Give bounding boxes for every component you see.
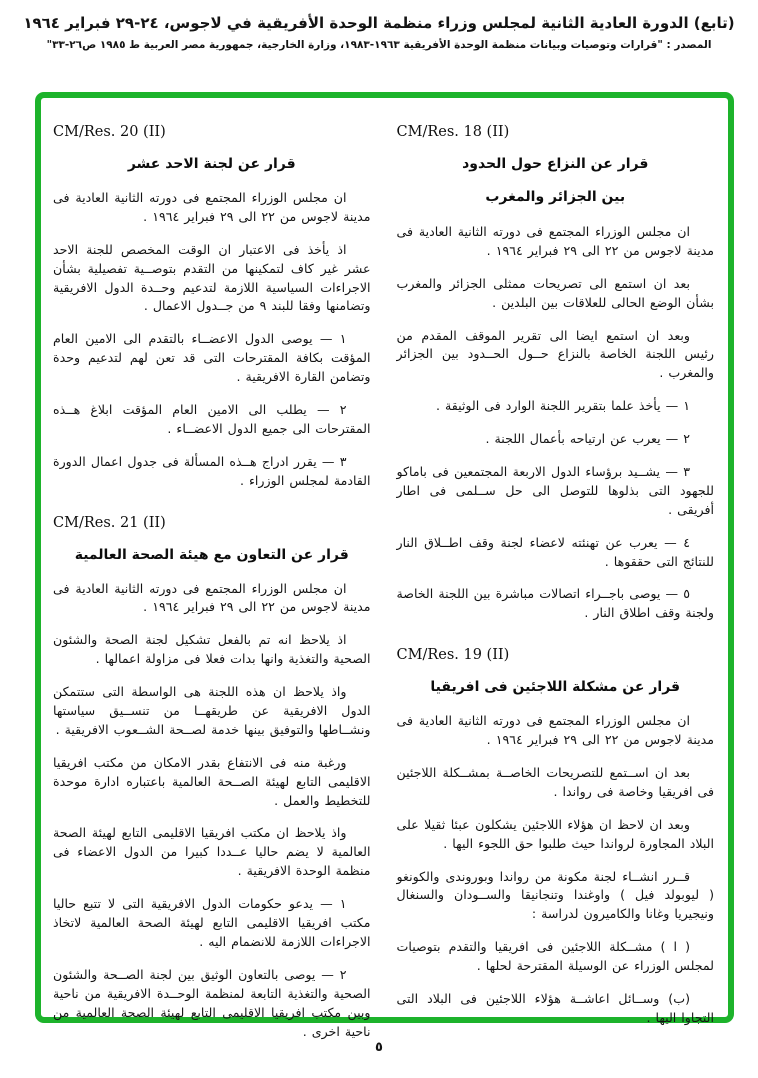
paragraph: اذ يأخذ فى الاعتبار ان الوقت المخصص للجنة الاحد عشر غير كاف لتمكينها من التقدم بتوصــية تفصيلية بشأن الاجراءات السياسية اللازمة لتدعيم وحــدة الدول الافريقية وتضامنها وفقا للبند ٩ من جــدول الاعمال . bbox=[53, 241, 371, 314]
resolution-title: قرار عن التعاون مع هيئة الصحة العالمية bbox=[74, 546, 349, 563]
paragraph: بعد ان اســتمع للتصريحات الخاصــة بمشــكلة اللاجئين فى افريقيا وخاصة فى رواندا . bbox=[396, 765, 714, 799]
resolution-cm-res-18 bbox=[397, 124, 715, 623]
paragraph: ١ — يدعو حكومات الدول الافريقية التى لا تتبع حاليا مكتب افريقيا الاقليمى التابع لهيئة الصحة العالمية لاتخاذ الاجراءات اللازمة للانضمام اليه . bbox=[53, 896, 371, 949]
paragraph: وبعد ان استمع ايضا الى تقرير الموقف المقدم من رئيس اللجنة الخاصة بالنزاع حــول الحــدود بين الجزائر والمغرب . bbox=[396, 327, 714, 381]
paragraph: واذ يلاحظ ان هذه اللجنة هى الواسطة التى ستتمكن الدول الافريقية عن طريقهــا من تنســيق سياستها ونشــاطها والتوفيق بينها خدمة لصــحة الشــعوب الافريقية . bbox=[53, 684, 371, 737]
paragraph: ورغبة منه فى الانتفاع بقدر الامكان من مكتب افريقيا الاقليمى التابع لهيئة الصــحة العالمية باعتباره ادارة موحدة للتخطيط والعمل . bbox=[53, 754, 371, 808]
paragraph: ان مجلس الوزراء المجتمع فى دورته الثانية العادية فى مدينة لاجوس من ٢٢ الى ٢٩ فبراير ١٩٦٤ . bbox=[396, 224, 714, 258]
paragraph: ٢ — يعرب عن ارتياحه بأعمال اللجنة . bbox=[485, 431, 690, 447]
resolution-ref: CM/Res. 19 (II) bbox=[396, 647, 510, 664]
paragraph: ان مجلس الوزراء المجتمع فى دورته الثانية العادية فى مدينة لاجوس من ٢٢ الى ٢٩ فبراير ١٩٦٤ . bbox=[396, 713, 714, 748]
paragraph: ٣ — يشــيد برؤساء الدول الاربعة المجتمعين فى باماكو للجهود التى بذلوها للتوصل الى حل ســلمى فى اطار أفريقى . bbox=[396, 464, 714, 517]
source-line: المصدر : "قرارات وتوصيات وبيانات منظمة الوحدة الأفريقية ١٩٦٣-١٩٨٣، وزارة الخارجية، جمهورية مصر العربية ط ١٩٨٥ ص٢٦-٣٣" bbox=[46, 39, 712, 51]
paragraph: ( ا ) مشــكلة اللاجئين فى افريقيا والتقدم بتوصيات لمجلس الوزراء عن الوسيلة المقترحة لحلها . bbox=[396, 939, 714, 974]
page-number: ٥ bbox=[375, 1040, 383, 1055]
paragraph: ٤ — يعرب عن تهنئته لاعضاء لجنة وقف اطــلاق النار للنتائج التى حققوها . bbox=[396, 534, 714, 569]
resolution-title: قرار عن مشكلة اللاجئين فى افريقيا bbox=[430, 679, 681, 696]
resolution-body bbox=[397, 712, 715, 1028]
paragraph: (ب) وســائل اعاشــة هؤلاء اللاجئين فى البلاد التى التجاوا اليها . bbox=[396, 991, 714, 1025]
column-right bbox=[396, 118, 715, 1025]
resolution-ref: CM/Res. 18 (II) bbox=[396, 124, 510, 140]
paragraph: ٢ — يطلب الى الامين العام المؤقت ابلاغ هــذه المقترحات الى جميع الدول الاعضــاء . bbox=[53, 402, 371, 436]
green-border-frame bbox=[35, 92, 734, 1039]
resolution-title: قرار عن النزاع حول الحدود bbox=[462, 156, 649, 172]
resolution-body bbox=[53, 189, 371, 491]
resolution-cm-res-21 bbox=[53, 515, 371, 1042]
paragraph: ان مجلس الوزراء المجتمع فى دورته الثانية العادية فى مدينة لاجوس من ٢٢ الى ٢٩ فبراير ١٩٦٤ . bbox=[53, 190, 371, 224]
paragraph: اذ يلاحظ انه تم بالفعل تشكيل لجنة الصحة والشئون الصحية والتغذية وانها بدات فعلا فى مزاولة اعمالها . bbox=[53, 632, 371, 667]
paragraph: ٣ — يقرر ادراج هــذه المسألة فى جدول اعمال الدورة القادمة لمجلس الوزراء . bbox=[53, 453, 371, 488]
paragraph: ١ — يأخذ علما بتقرير اللجنة الوارد فى الوثيقة . bbox=[435, 398, 690, 414]
paragraph: ان مجلس الوزراء المجتمع فى دورته الثانية العادية فى مدينة لاجوس من ٢٢ الى ٢٩ فبراير ١٩٦٤ . bbox=[53, 580, 371, 615]
resolution-title: قرار عن لجنة الاحد عشر bbox=[127, 156, 296, 172]
resolution-subtitle: بين الجزائر والمغرب bbox=[485, 189, 626, 205]
resolution-body bbox=[397, 223, 715, 623]
paragraph: ٥ — يوصى باجــراء اتصالات مباشرة بين اللجنة الخاصة ولجنة وقف اطلاق النار . bbox=[396, 586, 714, 621]
resolution-cm-res-19 bbox=[397, 647, 715, 1028]
resolution-cm-res-20 bbox=[53, 124, 371, 491]
paragraph: بعد ان استمع الى تصريحات ممثلى الجزائر والمغرب بشأن الوضع الحالى للعلاقات بين البلدين . bbox=[396, 275, 714, 310]
session-title: (تابع) الدورة العادية الثانية لمجلس وزراء منظمة الوحدة الأفريقية في لاجوس، ٢٤-٢٩ فبراير ١٩٦٤ bbox=[23, 14, 735, 32]
paragraph: قــرر انشــاء لجنة مكونة من رواندا وبوروندى والكونغو ( ليوبولد فيل ) واوغندا وتنجانيقا والســودان والسنغال ونيجيريا وغانا والكاميرون لدراسة : bbox=[396, 868, 714, 922]
column-left bbox=[53, 118, 371, 1039]
resolution-ref: CM/Res. 21 (II) bbox=[53, 514, 166, 531]
paragraph: وبعد ان لاحظ ان هؤلاء اللاجئين يشكلون عبئا ثقيلا على البلاد المجاورة لرواندا حيث طلبوا حق اللجوء اليها . bbox=[396, 816, 714, 851]
page-header bbox=[0, 14, 758, 51]
paragraph: ٢ — يوصى بالتعاون الوثيق بين لجنة الصــحة والشئون الصحية والتغذية التابعة لمنظمة الوحــدة الافريقية من ناحية وبين مكتب افريقيا الاقليمى التابع لهيئة الصحة العالمية من ناحية اخرى . bbox=[53, 966, 371, 1039]
two-column-layout bbox=[41, 98, 728, 1039]
paragraph: ١ — يوصى الدول الاعضــاء بالتقدم الى الامين العام المؤقت بكافة المقترحات التى قد تعن لهم لتدعيم وحدة وتضامن القارة الافريقية . bbox=[53, 331, 371, 385]
paragraph: واذ يلاحظ ان مكتب افريقيا الاقليمى التابع لهيئة الصحة العالمية لا يضم حاليا عــددا كبيرا من الدول الاعضاء فى منظمة الوحدة الافريقية . bbox=[53, 825, 371, 879]
resolution-ref: CM/Res. 20 (II) bbox=[53, 124, 166, 140]
resolution-body bbox=[53, 580, 371, 1042]
